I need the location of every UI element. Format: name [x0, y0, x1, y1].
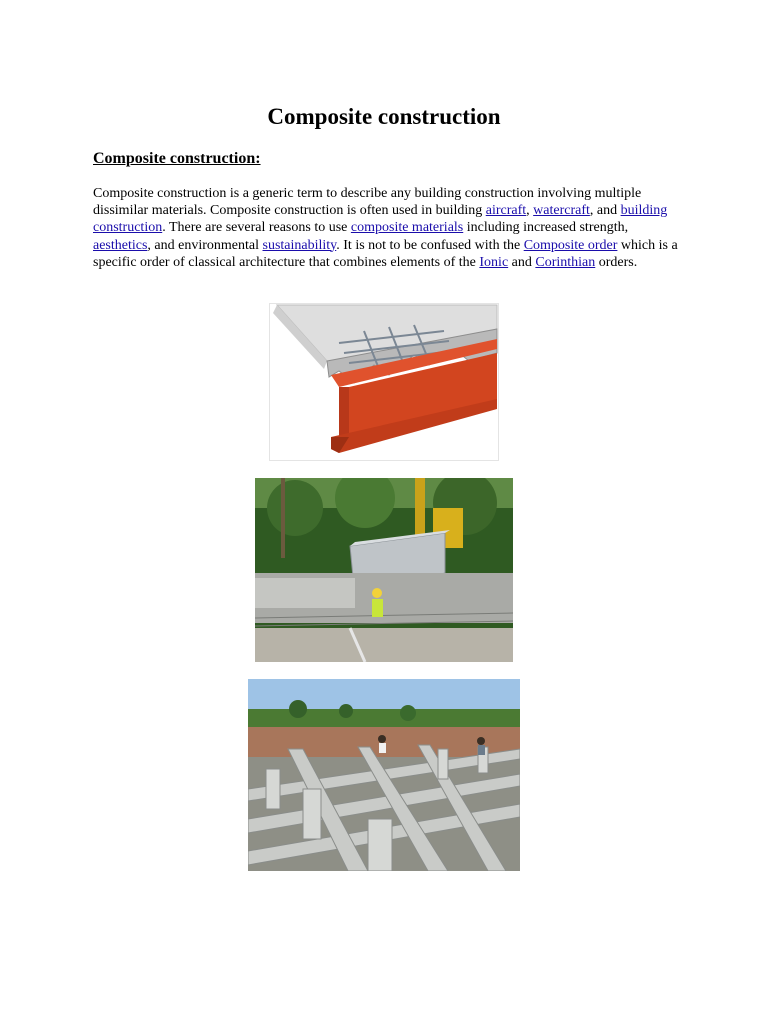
- text-run: including increased strength,: [463, 220, 629, 236]
- text-run: and: [508, 254, 536, 270]
- text-run: , and environmental: [147, 237, 263, 253]
- text-run: Composite construction is a generic term to describe any building construction involving multiple dissimilar materials. Composite construction is often used in building: [93, 186, 642, 219]
- text-run: which is a specific order of classical architecture that combines elements of the: [93, 237, 678, 270]
- text-run: ,: [526, 203, 534, 219]
- text-run: orders.: [595, 254, 638, 270]
- link-aircraft[interactable]: aircraft: [485, 203, 527, 219]
- link-corinthian[interactable]: Corinthian: [535, 254, 596, 270]
- text-run: . It is not to be confused with the: [336, 237, 524, 253]
- link-building-construction[interactable]: building construction: [93, 203, 668, 236]
- link-composite-materials[interactable]: composite materials: [350, 220, 464, 236]
- link-sustainability[interactable]: sustainability: [262, 237, 337, 253]
- text-run: . There are several reasons to use: [162, 220, 351, 236]
- bridge-beam-installation-photo: [255, 478, 513, 662]
- composite-deck-diagram: [269, 303, 499, 461]
- section-heading: Composite construction:: [93, 150, 261, 167]
- link-watercraft[interactable]: watercraft: [533, 203, 590, 219]
- page-title: Composite construction: [267, 104, 501, 129]
- body-paragraph: [93, 185, 678, 271]
- link-ionic[interactable]: Ionic: [479, 254, 509, 270]
- steel-framework-photo: [248, 679, 520, 871]
- link-aesthetics[interactable]: aesthetics: [93, 237, 148, 253]
- text-run: , and: [589, 203, 621, 219]
- link-composite-order[interactable]: Composite order: [523, 237, 618, 253]
